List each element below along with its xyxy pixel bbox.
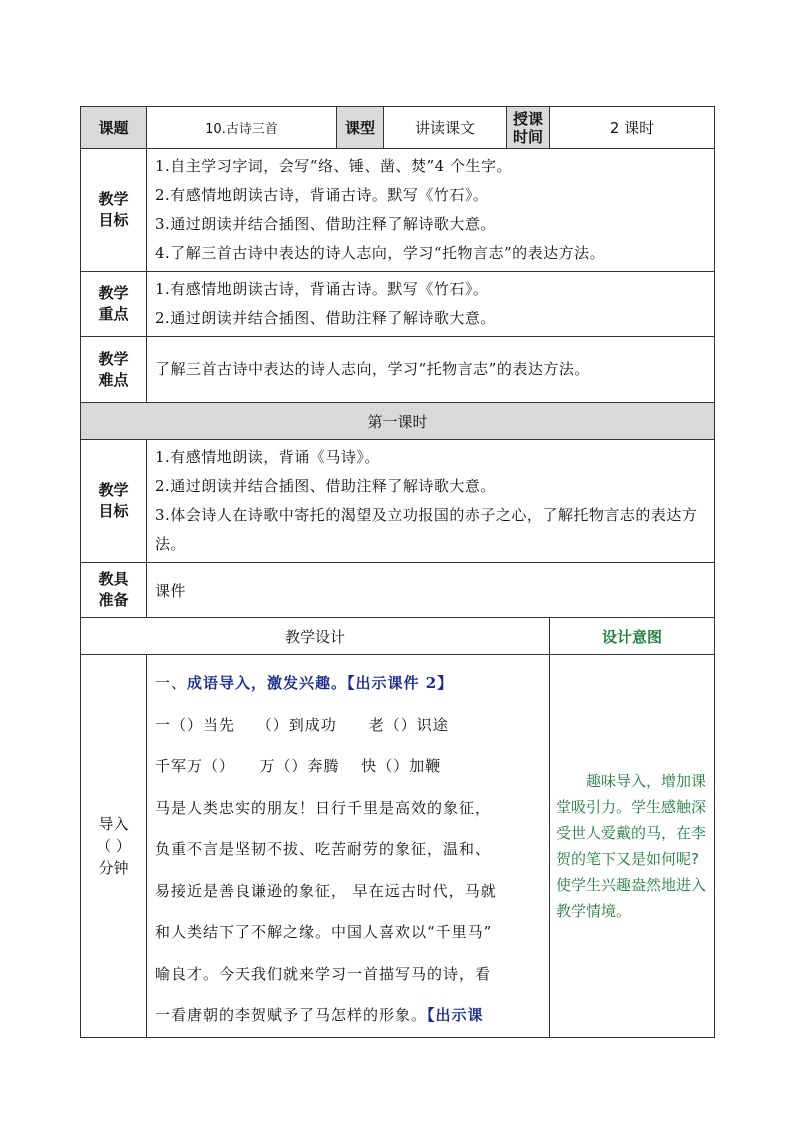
difficulty-line: 了解三首古诗中表达的诗人志向，学习“托物言志”的表达方法。 bbox=[155, 360, 590, 378]
key-point-line: 2.通过朗读并结合插图、借助注释了解诗歌大意。 bbox=[155, 309, 496, 327]
idioms-row: 一（）当先 （）到成功 老（）识途 bbox=[155, 715, 449, 734]
stage-label-name: 导入 bbox=[98, 814, 129, 833]
topic-value: 10.古诗三首 bbox=[147, 107, 337, 149]
stage-label bbox=[81, 655, 147, 1038]
objectives-row bbox=[81, 149, 715, 272]
paragraph-line: 负重不言是坚韧不拔、吃苦耐劳的象征，温和、 bbox=[155, 840, 492, 858]
objective-line: 4.了解三首古诗中表达的诗人志向，学习“托物言志”的表达方法。 bbox=[155, 244, 606, 262]
prep-label: 教具准备 bbox=[81, 563, 147, 618]
stage-heading-text: 成语导入，激发兴趣。 bbox=[187, 674, 348, 692]
lesson1-objective-line: 2.通过朗读并结合插图、借助注释了解诗歌大意。 bbox=[155, 477, 496, 495]
type-value: 讲读课文 bbox=[384, 107, 507, 149]
prep-value: 课件 bbox=[147, 563, 715, 618]
paragraph-last-text: 一看唐朝的李贺赋予了马怎样的形象。 bbox=[155, 1006, 428, 1024]
lesson-plan-table bbox=[80, 106, 715, 1038]
intent-column-header: 设计意图 bbox=[550, 618, 715, 655]
lesson1-title: 第一课时 bbox=[81, 403, 715, 440]
lesson1-objectives-row bbox=[81, 440, 715, 563]
stage-heading bbox=[155, 663, 549, 705]
key-point-line: 1.有感情地朗读古诗，背诵古诗。默写《竹石》。 bbox=[155, 280, 489, 298]
objectives-content bbox=[147, 149, 715, 272]
paragraph-line: 和人类结下了不解之缘。中国人喜欢以“千里马” bbox=[155, 923, 493, 941]
objective-line: 1.自主学习字词，会写“络、锤、凿、焚”4 个生字。 bbox=[155, 157, 512, 175]
key-points-label: 教学重点 bbox=[81, 272, 147, 337]
courseware-link: 【出示课 bbox=[427, 1006, 484, 1024]
paragraph-line: 喻良才。今天我们就来学习一首描写马的诗，看 bbox=[155, 964, 492, 983]
design-column-header: 教学设计 bbox=[81, 618, 550, 655]
difficulties-row bbox=[81, 337, 715, 403]
design-header-row bbox=[81, 618, 715, 655]
stage-heading-number: 一、 bbox=[155, 674, 188, 692]
paragraph-line bbox=[155, 995, 549, 1037]
idioms-row: 千军万（） 万（）奔腾 快（）加鞭 bbox=[155, 757, 442, 775]
key-points-content bbox=[147, 272, 715, 337]
difficulties-label: 教学难点 bbox=[81, 337, 147, 403]
lesson1-objectives-label: 教学目标 bbox=[81, 440, 147, 563]
paragraph-line: 马是人类忠实的朋友！日行千里是高效的象征， bbox=[155, 798, 492, 817]
lesson1-objectives-content bbox=[147, 440, 715, 563]
objectives-label: 教学目标 bbox=[81, 149, 147, 272]
objective-line: 3.通过朗读并结合插图、借助注释了解诗歌大意。 bbox=[155, 215, 496, 233]
prep-row bbox=[81, 563, 715, 618]
paragraph-line: 易接近是善良谦逊的象征， 早在远古时代，马就 bbox=[155, 881, 497, 900]
stage-label-unit: 分钟 bbox=[98, 858, 129, 877]
time-value: 2 课时 bbox=[550, 107, 715, 149]
courseware-link: 【出示课件 2】 bbox=[347, 674, 454, 692]
objective-line: 2.有感情地朗读古诗，背诵古诗。默写《竹石》。 bbox=[155, 186, 489, 204]
lesson1-objective-line: 1.有感情地朗读，背诵《马诗》。 bbox=[155, 448, 380, 466]
intent-text: 趣味导入，增加课堂吸引力。学生感触深受世人爱戴的马，在李贺的笔下又是如何呢?使学生兴趣盎然地进入教学情境。 bbox=[550, 655, 715, 1038]
stage-label-blank: （ ） bbox=[96, 836, 131, 855]
difficulties-content bbox=[147, 337, 715, 403]
header-row bbox=[81, 107, 715, 149]
stage-row bbox=[81, 655, 715, 1038]
type-label: 课型 bbox=[337, 107, 384, 149]
time-label: 授课时间 bbox=[507, 107, 550, 149]
stage-content bbox=[147, 655, 550, 1038]
lesson1-title-row bbox=[81, 403, 715, 440]
lesson1-objective-line: 3.体会诗人在诗歌中寄托的渴望及立功报国的赤子之心，了解托物言志的表达方法。 bbox=[155, 506, 698, 553]
topic-label: 课题 bbox=[81, 107, 147, 149]
key-points-row bbox=[81, 272, 715, 337]
